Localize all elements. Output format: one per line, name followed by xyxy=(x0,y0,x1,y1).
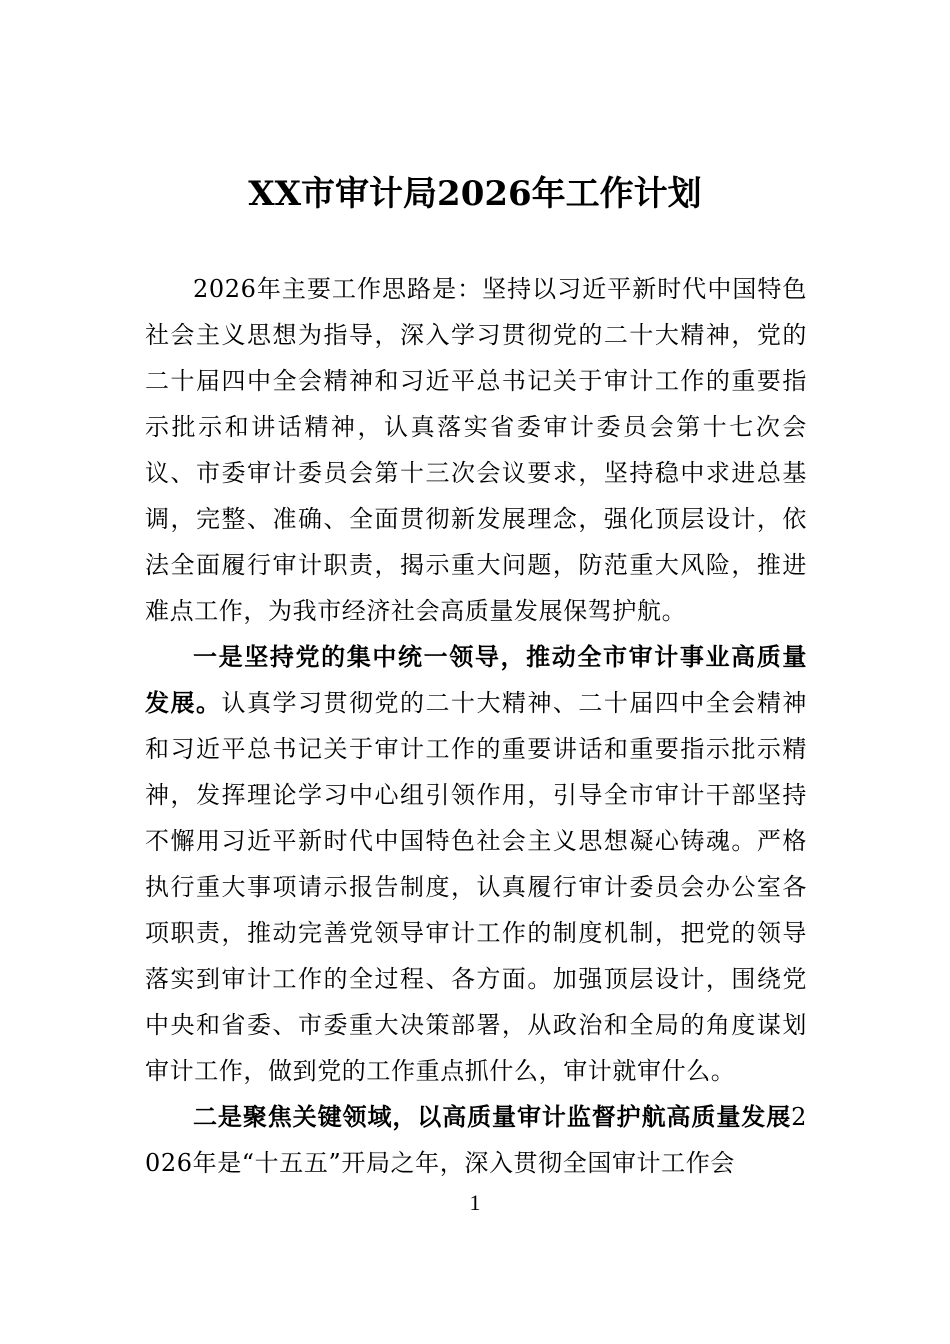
paragraph-item-1 xyxy=(145,634,807,1094)
paragraph-item-2 xyxy=(145,1094,807,1186)
paragraph-text: 认真学习贯彻党的二十大精神、二十届四中全会精神和习近平总书记关于审计工作的重要讲话和重要指示批示精神，发挥理论学习中心组引领作用，引导全市审计干部坚持不懈用习近平新时代中国特色社会主义思想凝心铸魂。严格执行重大事项请示报告制度，认真履行审计委员会办公室各项职责，推动完善党领导审计工作的制度机制，把党的领导落实到审计工作的全过程、各方面。加强顶层设计，围绕党中央和省委、市委重大决策部署，从政治和全局的角度谋划审计工作，做到党的工作重点抓什么，审计就审什么。 xyxy=(145,689,807,1085)
paragraph-lead: 二是聚焦关键领域，以高质量审计监督护航高质量发展 xyxy=(193,1102,792,1131)
document-title: XX市审计局2026年工作计划 xyxy=(248,174,702,214)
paragraph-text: 2026年主要工作思路是：坚持以习近平新时代中国特色社会主义思想为指导，深入学习贯彻党的二十大精神，党的二十届四中全会精神和习近平总书记关于审计工作的重要指示批示和讲话精神，认真落实省委审计委员会第十七次会议、市委审计委员会第十三次会议要求，坚持稳中求进总基调，完整、准确、全面贯彻新发展理念，强化顶层设计，依法全面履行审计职责，揭示重大问题，防范重大风险，推进难点工作，为我市经济社会高质量发展保驾护航。 xyxy=(145,275,807,625)
paragraph-intro xyxy=(145,266,807,634)
page-number: 1 xyxy=(469,1190,481,1215)
paragraph-lead: 一是坚持党的集中统一领导，推动全市审计事业高质量发展。 xyxy=(145,642,807,717)
paragraph-text: 2026年是“十五五”开局之年，深入贯彻全国审计工作会 xyxy=(145,1103,807,1177)
document-body xyxy=(145,266,807,1186)
